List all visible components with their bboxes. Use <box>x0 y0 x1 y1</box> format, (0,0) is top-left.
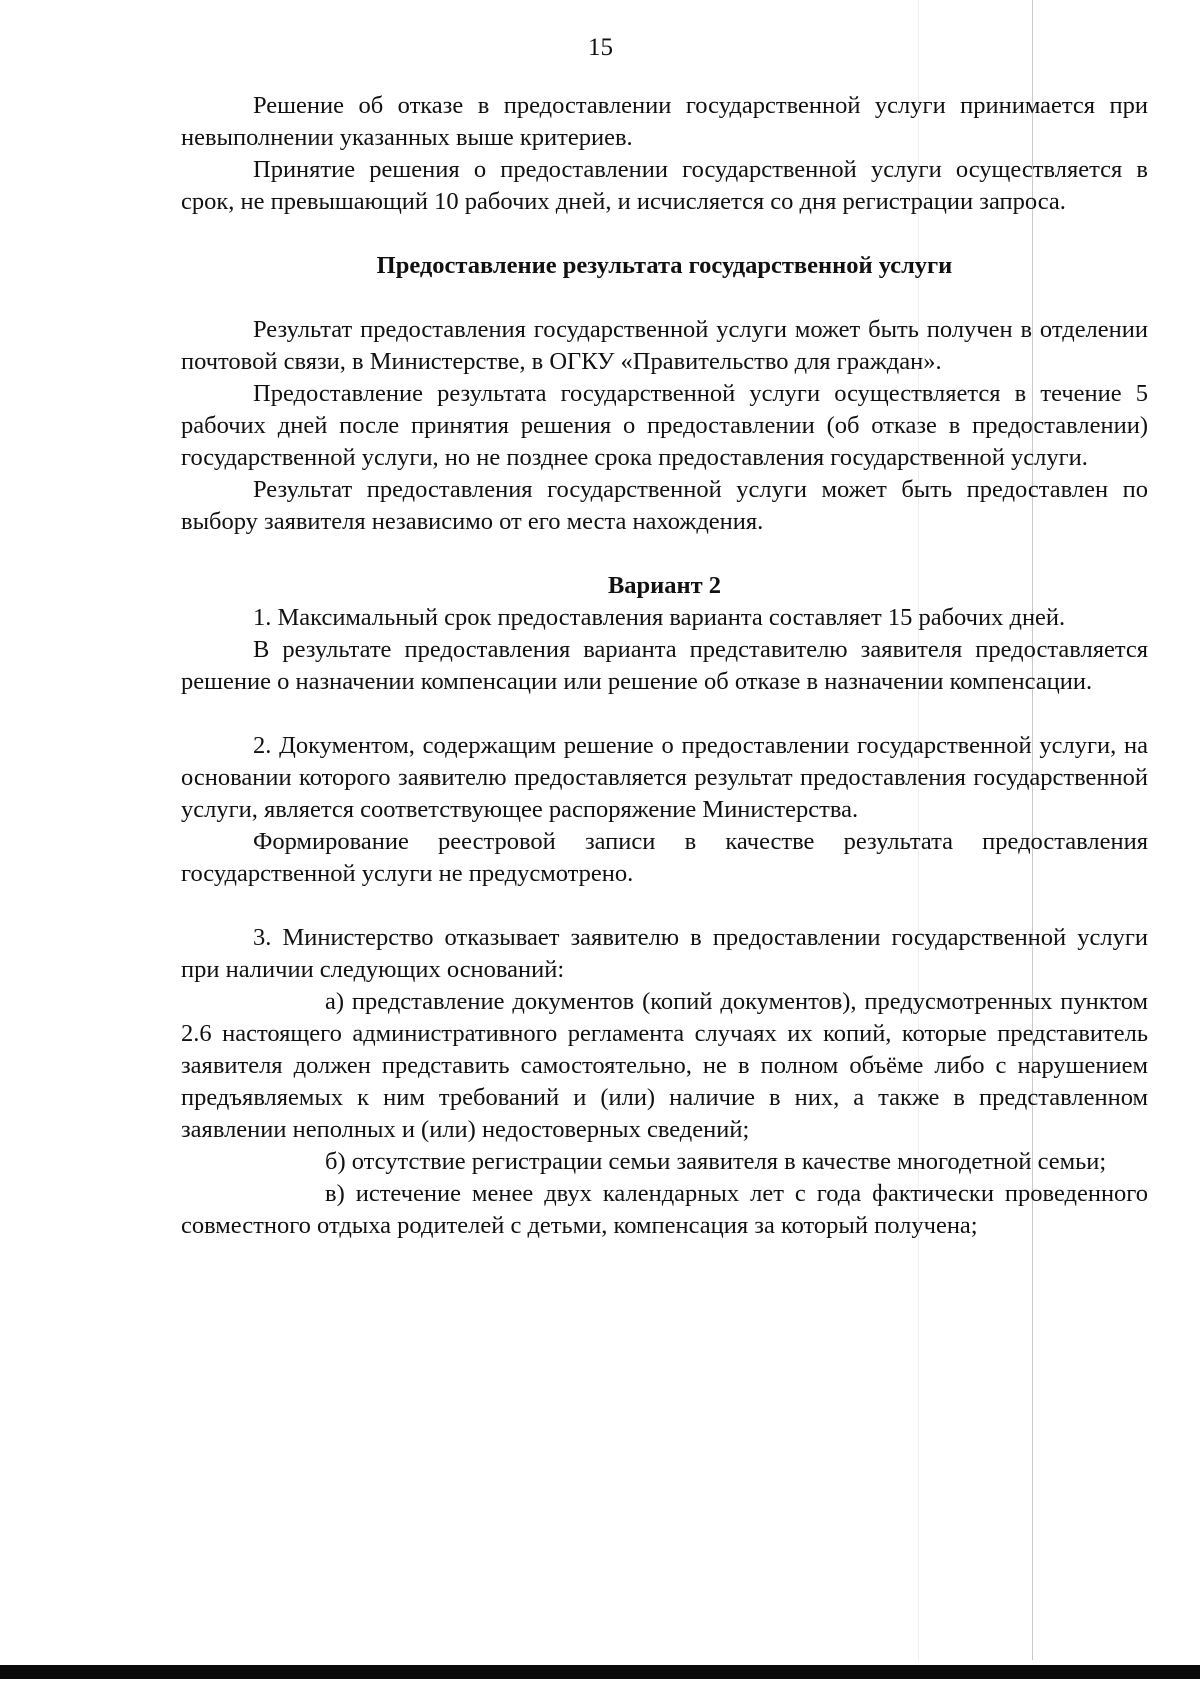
section-heading: Вариант 2 <box>607 572 722 599</box>
paragraph: Формирование реестровой записи в качестве результата предоставления государственной услуги не предусмотрено. <box>181 828 1148 887</box>
paragraph: Предоставление результата государственной услуги осуществляется в течение 5 рабочих дней после принятия решения о предоставлении (об отказе в предоставлении) государственной услуги, но не позднее срока предоставления государственной услуги. <box>181 380 1148 471</box>
paragraph: Решение об отказе в предоставлении государственной услуги принимается при невыполнении указанных выше критериев. <box>181 92 1148 151</box>
paragraph: 1. Максимальный срок предоставления варианта составляет 15 рабочих дней. <box>253 604 1066 631</box>
paragraph: Принятие решения о предоставлении государственной услуги осуществляется в срок, не превышающий 10 рабочих дней, и исчисляется со дня регистрации запроса. <box>181 156 1148 215</box>
spacer <box>181 218 1148 250</box>
list-item-label: б) <box>325 1148 346 1175</box>
list-item-label: в) <box>325 1180 345 1207</box>
scan-border-bottom <box>0 1665 1200 1679</box>
paragraph: Результат предоставления государственной услуги может быть предоставлен по выбору заявителя независимо от его места нахождения. <box>181 476 1148 535</box>
spacer <box>181 890 1148 922</box>
spacer <box>181 698 1148 730</box>
paragraph: Результат предоставления государственной услуги может быть получен в отделении почтовой связи, в Министерстве, в ОГКУ «Правительство для граждан». <box>181 316 1148 375</box>
spacer <box>181 538 1148 570</box>
page-number: 15 <box>588 34 613 61</box>
document-body <box>181 90 1148 1242</box>
list-item-text: отсутствие регистрации семьи заявителя в качестве многодетной семьи; <box>351 1148 1107 1175</box>
list-item <box>181 1178 1148 1242</box>
spacer <box>181 282 1148 314</box>
list-item-label: а) <box>325 988 345 1015</box>
list-item <box>181 1146 1148 1178</box>
paragraph: 3. Министерство отказывает заявителю в предоставлении государственной услуги при наличии следующих оснований: <box>181 924 1148 983</box>
list-item <box>181 986 1148 1146</box>
paragraph: 2. Документом, содержащим решение о предоставлении государственной услуги, на основании которого заявителю предоставляется результат предоставления государственной услуги, является соответствующее распоряжение Министерства. <box>181 732 1148 823</box>
list-item-text: истечение менее двух календарных лет с года фактически проведенного совместного отдыха родителей с детьми, компенсация за который получена; <box>181 1180 1149 1239</box>
section-heading: Предоставление результата государственной услуги <box>376 252 953 279</box>
list-item-text: представление документов (копий документов), предусмотренных пунктом 2.6 настоящего административного регламента случаях их копий, которые представитель заявителя должен представить самостоятельно, не в полном объёме либо с нарушением предъявляемых к ним требований и (или) наличие в них, а также в представленном заявлении неполных и (или) недостоверных сведений; <box>181 988 1149 1143</box>
paragraph: В результате предоставления варианта представителю заявителя предоставляется решение о назначении компенсации или решение об отказе в назначении компенсации. <box>181 636 1148 695</box>
